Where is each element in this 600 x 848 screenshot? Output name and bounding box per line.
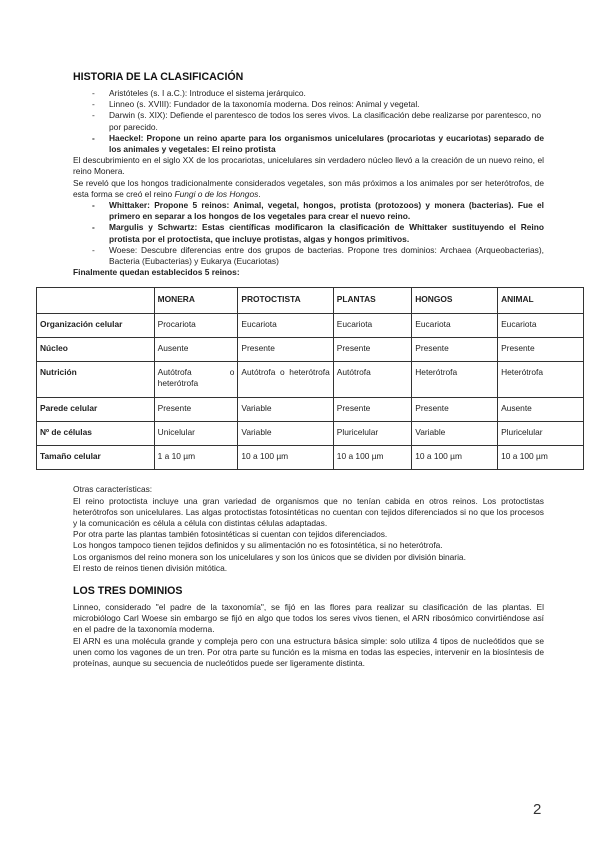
- table-cell: Ausente: [154, 338, 238, 362]
- table-cell: 10 a 100 µm: [412, 446, 498, 470]
- list-item-haeckel: - Haeckel: Propone un reino aparte para los organismos unicelulares (procariotas y eucariotas) separado de los animales y vegetales: El reino protista: [109, 133, 544, 155]
- table-row: [37, 422, 584, 446]
- table-cell: Presente: [412, 398, 498, 422]
- table-cell: Presente: [498, 338, 584, 362]
- paragraph-hongos-italic: Fungi o de los Hongos: [174, 188, 259, 199]
- other-line: El reino protoctista incluye una gran variedad de organismos que no tenían cabida en otros reinos. Los protoctistas heterótrofos son unicelulares. Las algas protoctistas fotosintéticas no cuentan con tejidos diferenciados si no que los procesos y la comunicación es célula a célula con distintas células adaptadas.: [73, 495, 544, 529]
- table-cell: Heterótrofa: [412, 362, 498, 398]
- paragraph-hongos-text: Se reveló que los hongos tradicionalmente considerados vegetales, son más próximos a los animales por ser heterótrofos, de esta forma se creó el reino: [73, 177, 544, 199]
- page-content: [40, 71, 548, 669]
- list-item-margulis: - Margulis y Schwartz: Estas científicas modificaron la clasificación de Whittaker sustituyendo el Reino protista por el protoctista, que incluye protistas, algas y hongos primitivos.: [109, 222, 544, 244]
- kingdoms-table: [36, 287, 584, 470]
- other-title: Otras características:: [73, 484, 153, 495]
- history-list: [73, 88, 544, 155]
- table-header-row: [37, 288, 584, 314]
- table-header-cell: MONERA: [154, 288, 238, 314]
- table-cell: Variable: [238, 422, 333, 446]
- history-list-2: [73, 200, 544, 267]
- table-cell: Variable: [412, 422, 498, 446]
- table-row-label: Núcleo: [37, 338, 155, 362]
- table-cell: Eucariota: [498, 314, 584, 338]
- table-cell: [154, 362, 238, 398]
- paragraph-hongos-end: .: [258, 188, 261, 199]
- table-row-label: Organización celular: [37, 314, 155, 338]
- other-characteristics: [73, 484, 544, 574]
- table-row: [37, 362, 584, 398]
- list-item-aristoteles: - Aristóteles (s. I a.C.): Introduce el sistema jerárquico.: [109, 88, 544, 99]
- table-cell-text: Autótrofa o heterótrofa: [241, 367, 330, 378]
- other-line: Los hongos tampoco tienen tejidos definidos y su alimentación no es fotosintética, si no heterótrofa.: [73, 540, 443, 551]
- table-row-label: Tamaño celular: [37, 446, 155, 470]
- section-title-historia: HISTORIA DE LA CLASIFICACIÓN: [73, 71, 244, 83]
- list-item-whittaker: - Whittaker: Propone 5 reinos: Animal, vegetal, hongos, protista (protozoos) y monera (bacterias). Fue el primero en separar a los hongos de los vegetales para crear el nuevo reino.: [109, 200, 544, 222]
- table-row: [37, 338, 584, 362]
- paragraph-monera: El descubrimiento en el siglo XX de los procariotas, unicelulares sin verdadero núcleo llevó a la creación de un nuevo reino, el reino Monera.: [73, 155, 544, 177]
- table-cell: 10 a 100 µm: [498, 446, 584, 470]
- table-cell: Eucariota: [333, 314, 411, 338]
- table-cell: Pluricelular: [498, 422, 584, 446]
- list-item-darwin: - Darwin (s. XIX): Defiende el parentesco de todos los seres vivos. La clasificación debe realizarse por parentesco, no por parecido.: [109, 110, 544, 132]
- table-cell: Eucariota: [412, 314, 498, 338]
- table-header-cell: PLANTAS: [333, 288, 411, 314]
- table-cell: Autótrofa: [333, 362, 411, 398]
- other-line: Los organismos del reino monera son los unicelulares y son los únicos que se dividen por división binaria.: [73, 551, 466, 562]
- other-line: El resto de reinos tienen división mitótica.: [73, 562, 228, 573]
- table-header-cell: ANIMAL: [498, 288, 584, 314]
- other-line: Por otra parte las plantas también fotosintéticas si cuentan con tejidos diferenciados.: [73, 529, 388, 540]
- table-cell: Presente: [238, 338, 333, 362]
- paragraph-arn: El ARN es una molécula grande y compleja pero con una estructura básica simple: solo utiliza 4 tipos de nucleótidos que se unen como los vagones de un tren. Por otra parte su función es la misma en todas las especies, intervenir en la biosíntesis de proteínas, aunque su secuencia de nucleótidos puede ser ligeramente distinta.: [73, 635, 544, 669]
- table-cell: [238, 362, 333, 398]
- table-cell: Procariota: [154, 314, 238, 338]
- table-cell: Eucariota: [238, 314, 333, 338]
- list-item-woese: - Woese: Descubre diferencias entre dos grupos de bacterias. Propone tres dominios: Archaea (Arqueobacterias), Bacteria (Eubacterias) y Eukarya (Eucariotas): [109, 245, 544, 267]
- table-header-cell: [37, 288, 155, 314]
- table-cell: Pluricelular: [333, 422, 411, 446]
- table-cell: 1 a 10 µm: [154, 446, 238, 470]
- table-cell: 10 a 100 µm: [238, 446, 333, 470]
- table-cell: Presente: [333, 398, 411, 422]
- table-cell-text: Autótrofa o heterótrofa: [157, 367, 235, 388]
- table-cell: Ausente: [498, 398, 584, 422]
- paragraph-hongos: [73, 178, 544, 200]
- table-cell: Presente: [333, 338, 411, 362]
- table-cell: Unicelular: [154, 422, 238, 446]
- table-header-cell: PROTOCTISTA: [238, 288, 333, 314]
- table-row: [37, 314, 584, 338]
- section-title-dominios: LOS TRES DOMINIOS: [73, 585, 183, 598]
- paragraph-linneo: Linneo, considerado "el padre de la taxonomía", se fijó en las flores para realizar su clasificación de las plantas. El microbiólogo Carl Woese sin embargo se fijó en algo que todos los seres vivos tienen, el ARN ribosómico convirtiéndose así en el padre de la taxonomía moderna.: [73, 602, 544, 635]
- table-header-cell: HONGOS: [412, 288, 498, 314]
- table-cell: Heterótrofa: [498, 362, 584, 398]
- table-row-label: Parede celular: [37, 398, 155, 422]
- list-item-linneo: - Linneo (s. XVIII): Fundador de la taxonomía moderna. Dos reinos: Animal y vegetal.: [109, 99, 544, 110]
- table-row-label: Nutrición: [37, 362, 155, 398]
- table-row: [37, 398, 584, 422]
- table-cell: Variable: [238, 398, 333, 422]
- table-cell: Presente: [412, 338, 498, 362]
- table-row: [37, 446, 584, 470]
- table-row-label: Nº de células: [37, 422, 155, 446]
- table-cell: Presente: [154, 398, 238, 422]
- page-number: 2: [533, 801, 542, 818]
- paragraph-final: Finalmente quedan establecidos 5 reinos:: [73, 267, 240, 278]
- table-cell: 10 a 100 µm: [333, 446, 411, 470]
